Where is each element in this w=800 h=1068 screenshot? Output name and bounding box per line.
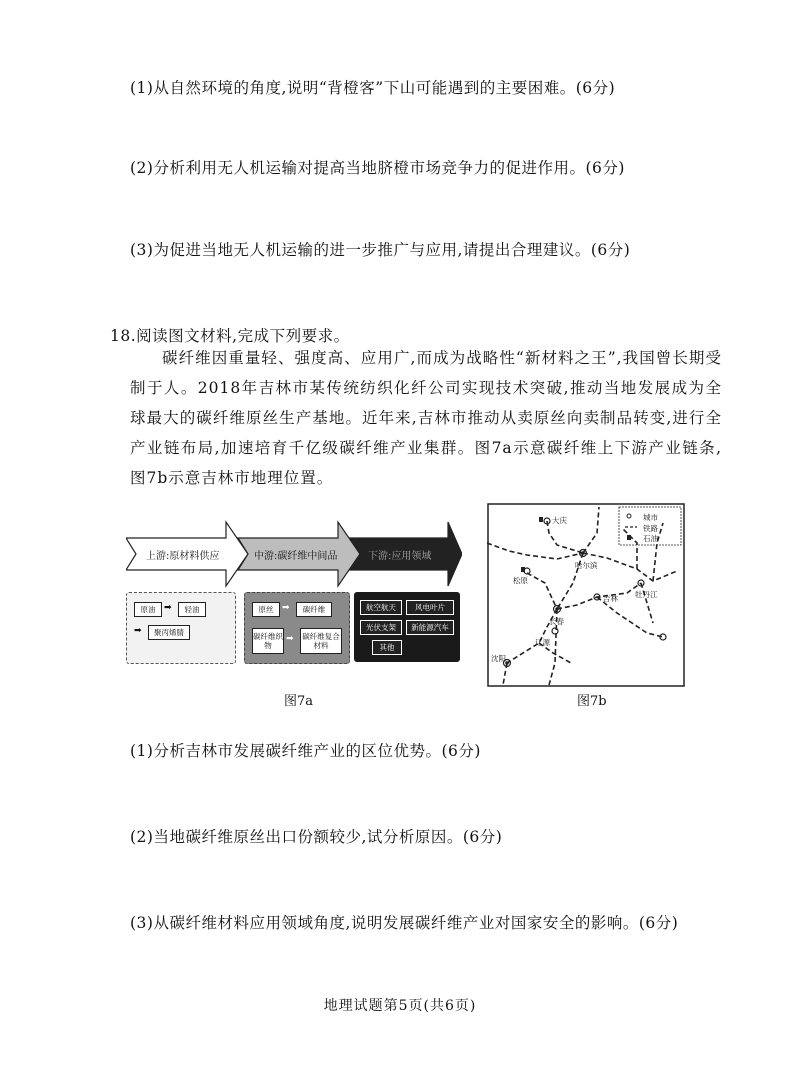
city-jilin: 吉林 (603, 594, 618, 603)
question-1: (1)从自然环境的角度,说明“背橙客”下山可能遇到的主要困难。(6分) (130, 79, 616, 97)
box-pv-bracket: 光伏支架 (360, 620, 402, 635)
box-precursor: 原丝 (252, 602, 280, 617)
city-mudanjiang: 牡丹江 (635, 590, 658, 599)
city-harbin: 哈尔滨 (575, 561, 598, 570)
city-shenyang: 沈阳 (491, 654, 506, 663)
page-footer: 地理试题第5页(共6页) (323, 998, 477, 1014)
caption-7a: 图7a (284, 694, 314, 709)
legend-railway: 铁路 (643, 524, 658, 533)
box-nev: 新能源汽车 (406, 620, 454, 635)
arrow-right-icon: ➡ (134, 626, 142, 636)
q18-sub-1: (1)分析吉林市发展碳纤维产业的区位优势。(6分) (130, 742, 481, 760)
box-wind-blade: 风电叶片 (406, 600, 454, 615)
box-carbon-fabric: 碳纤维织物 (252, 628, 284, 654)
q18-sub-2: (2)当地碳纤维原丝出口份额较少,试分析原因。(6分) (130, 828, 503, 846)
box-other: 其他 (372, 640, 402, 655)
legend-oil: 石油 (643, 534, 658, 543)
city-changchun: 长春 (549, 617, 564, 626)
box-carbon-fiber: 碳纤维 (296, 602, 332, 617)
stage-upstream: 上游:原材料供应 (146, 551, 220, 562)
stage-midstream: 中游:碳纤维中间品 (254, 551, 338, 562)
box-polyacrylonitrile: 聚丙烯腈 (148, 625, 190, 640)
legend-city: 城市 (643, 513, 658, 522)
box-light-oil: 轻油 (178, 602, 206, 617)
city-songyuan: 松原 (513, 576, 528, 585)
question-3: (3)为促进当地无人机运输的进一步推广与应用,请提出合理建议。(6分) (130, 241, 631, 259)
city-liaoyuan: 辽源 (535, 638, 550, 647)
figure-7b-map (487, 503, 685, 687)
figure-7a-industry-chain (126, 516, 462, 668)
q18-paragraph: 碳纤维因重量轻、强度高、应用广,而成为战略性“新材料之王”,我国曾长期受制于人。2018年吉林市某传统纺织化纤公司实现技术突破,推动当地发展成为全球最大的碳纤维原丝生产基地。近年来,吉林市推动从卖原丝向卖制品转变,进行全产业链布局,加速培育千亿级碳纤维产业集群。图7a示意碳纤维上下游产业链条,图7b示意吉林市地理位置。 (130, 349, 722, 487)
arrow-right-icon: ➡ (286, 634, 294, 644)
box-aerospace: 航空航天 (360, 600, 402, 615)
q18-heading: 18.阅读图文材料,完成下列要求。 (110, 327, 350, 345)
city-daqing: 大庆 (552, 516, 567, 525)
box-composite: 碳纤维复合材料 (300, 628, 342, 654)
stage-downstream: 下游:应用领域 (368, 551, 432, 562)
question-2: (2)分析利用无人机运输对提高当地脐橙市场竞争力的促进作用。(6分) (130, 159, 625, 177)
caption-7b: 图7b (577, 694, 607, 709)
q18-sub-3: (3)从碳纤维材料应用领域角度,说明发展碳纤维产业对国家安全的影响。(6分) (130, 914, 679, 932)
arrow-right-icon: ➡ (164, 603, 172, 613)
box-crude-oil: 原油 (134, 602, 162, 617)
arrow-right-icon: ➡ (282, 603, 290, 613)
